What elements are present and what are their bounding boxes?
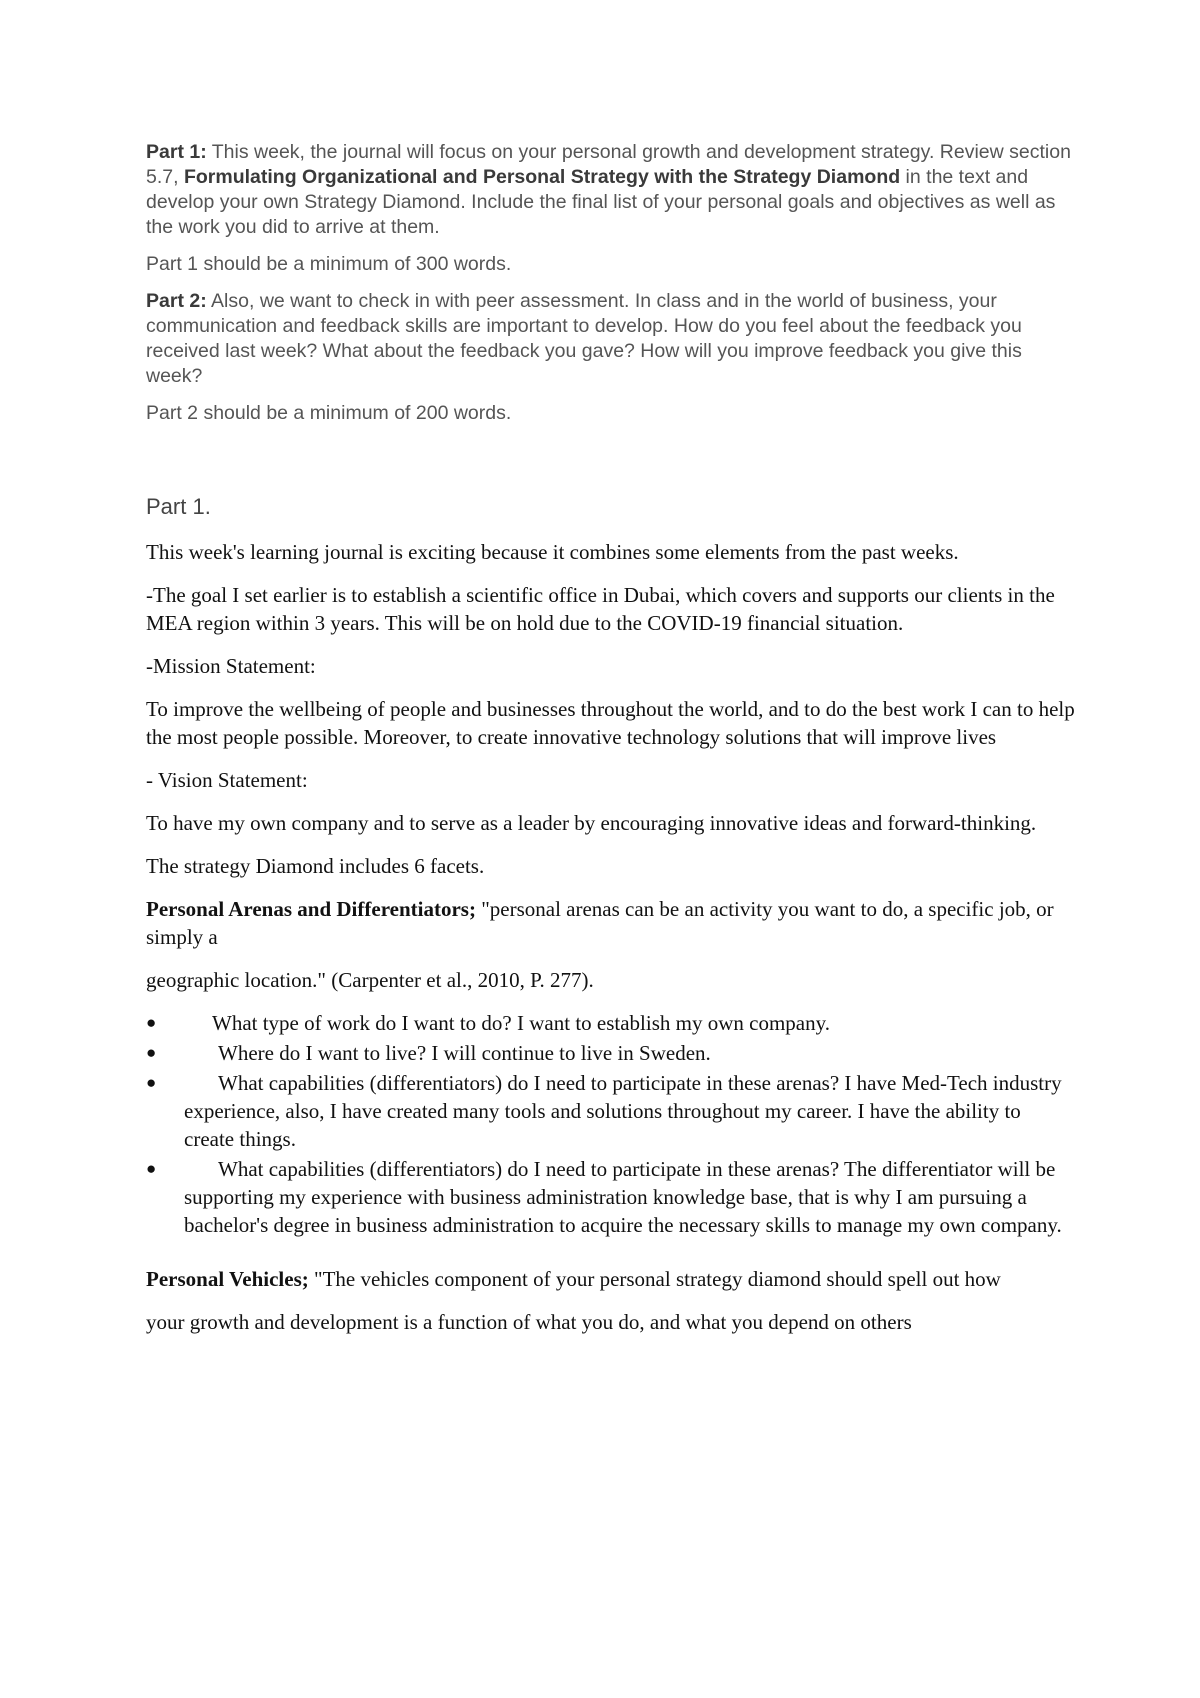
part1-instructions (146, 140, 1076, 240)
bullet-icon: ● (146, 1043, 157, 1062)
facets-paragraph: The strategy Diamond includes 6 facets. (146, 854, 485, 878)
part2-instructions (146, 289, 1076, 389)
mission-text: To improve the wellbeing of people and businesses throughout the world, and to do the best work I can to help the most people possible. Moreover, to create innovative technology solutions that will improve lives (146, 697, 1075, 749)
vision-text: To have my own company and to serve as a leader by encouraging innovative ideas and forward-thinking. (146, 811, 1037, 835)
document-content (146, 140, 1076, 1351)
list-item-text: Where do I want to live? I will continue to live in Sweden. (218, 1041, 711, 1065)
part1-text-b: in the text and develop your own Strategy Diamond. Include the final list of your personal goals and objectives as well as the work you did to arrive at them. (146, 166, 1056, 238)
vehicles-label: Personal Vehicles; (146, 1267, 314, 1291)
part2-requirement: Part 2 should be a minimum of 200 words. (146, 402, 512, 424)
arenas-label: Personal Arenas and Differentiators; (146, 897, 482, 921)
arenas-paragraph (146, 895, 1076, 951)
arenas-quote-a: "personal arenas can be an activity you want to do, a specific job, or simply a (146, 897, 1054, 949)
vehicles-quote-continuation: your growth and development is a function of what you do, and what you depend on others (146, 1310, 912, 1334)
list-item-text: What type of work do I want to do? I want to establish my own company. (212, 1011, 831, 1035)
part1-label: Part 1: (146, 141, 207, 163)
bullet-icon: ● (146, 1159, 157, 1178)
bullet-icon: ● (146, 1073, 157, 1092)
arenas-question-list (146, 1009, 1076, 1239)
part2-text: Also, we want to check in with peer assessment. In class and in the world of business, your communication and feedback skills are important to develop. How do you feel about the feedback you received last week? What about the feedback you gave? How will you improve feedback you give this week? (146, 290, 1022, 387)
vehicles-paragraph (146, 1265, 1076, 1293)
list-item-text: What capabilities (differentiators) do I need to participate in these arenas? I have Med-Tech industry experience, also, I have created many tools and solutions throughout my career. I have the ability to create things. (184, 1071, 1062, 1151)
list-item (146, 1039, 1076, 1067)
response-body (146, 538, 1076, 1336)
part1-text-a: This week, the journal will focus on your personal growth and development strategy. Review section 5.7, (146, 141, 1071, 188)
goal-paragraph: -The goal I set earlier is to establish a scientific office in Dubai, which covers and supports our clients in the MEA region within 3 years. This will be on hold due to the COVID-19 financial situation. (146, 583, 1055, 635)
intro-paragraph: This week's learning journal is exciting because it combines some elements from the past weeks. (146, 540, 959, 564)
mission-label: -Mission Statement: (146, 654, 316, 678)
assignment-prompt (146, 140, 1076, 426)
list-item (146, 1009, 1076, 1037)
list-item-text: What capabilities (differentiators) do I need to participate in these arenas? The differentiator will be supporting my experience with business administration knowledge base, that is why I am pursuing a bachelor's degree in business administration to acquire the necessary skills to manage my own company. (184, 1157, 1062, 1237)
vehicles-quote-a: "The vehicles component of your personal strategy diamond should spell out how (314, 1267, 1001, 1291)
bullet-icon: ● (146, 1013, 157, 1032)
list-item (146, 1155, 1076, 1239)
response-heading: Part 1. (146, 494, 211, 519)
strategy-diamond-section-title: Formulating Organizational and Personal Strategy with the Strategy Diamond (183, 166, 901, 188)
part1-requirement: Part 1 should be a minimum of 300 words. (146, 253, 512, 275)
vision-label: - Vision Statement: (146, 768, 308, 792)
list-item (146, 1069, 1076, 1153)
arenas-quote-continuation: geographic location." (Carpenter et al., 2010, P. 277). (146, 968, 594, 992)
part2-label: Part 2: (146, 290, 207, 312)
